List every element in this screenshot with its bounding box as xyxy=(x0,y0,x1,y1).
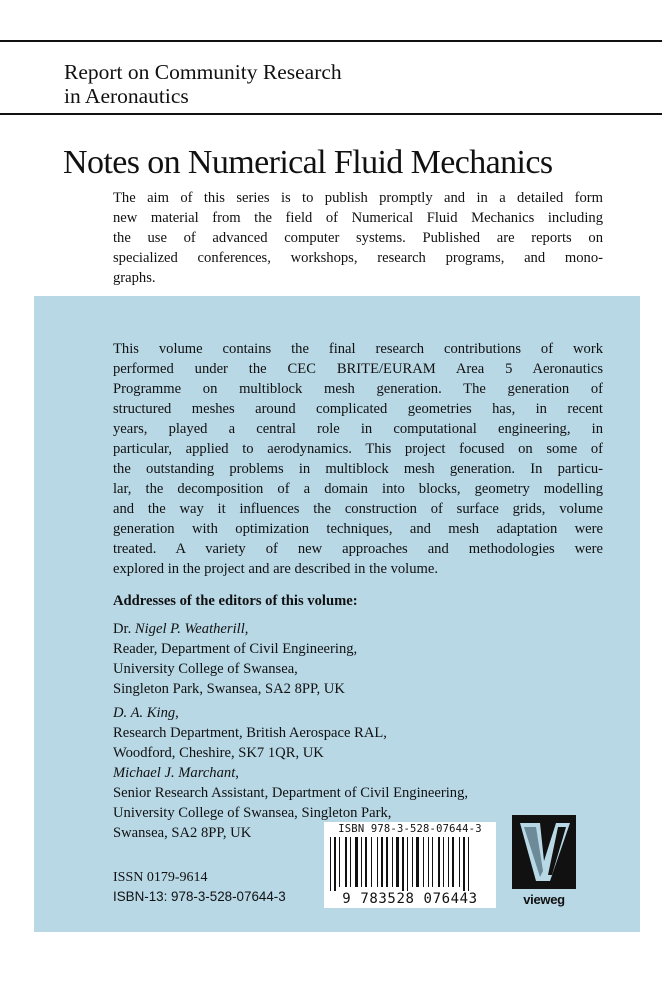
editor-addresses xyxy=(113,619,468,843)
description-line: treated. A variety of new approaches and methodologies were xyxy=(113,541,603,557)
intro-line: new material from the field of Numerical Fluid Mechanics including xyxy=(113,210,603,226)
editor-3-suffix: , xyxy=(235,765,239,781)
editor-2-name-line xyxy=(113,703,468,723)
vieweg-logo-icon xyxy=(510,813,578,891)
intro-line: graphs. xyxy=(113,270,156,286)
description-line: This volume contains the final research contributions of work xyxy=(113,341,603,357)
series-description xyxy=(113,188,603,288)
editor-2-address-line: Woodford, Cheshire, SK7 1QR, UK xyxy=(113,745,324,761)
intro-line: specialized conferences, workshops, research programs, and mono- xyxy=(113,250,603,266)
top-rule xyxy=(0,40,662,42)
editor-1-name-line xyxy=(113,619,468,639)
editor-2-address-line: Research Department, British Aerospace RAL, xyxy=(113,725,387,741)
editor-3-name-line xyxy=(113,763,468,783)
description-line: lar, the decomposition of a domain into blocks, geometry modelling xyxy=(113,481,603,497)
editor-2-suffix: , xyxy=(175,705,179,721)
isbn-13-number: ISBN-13: 978-3-528-07644-3 xyxy=(113,889,286,904)
description-line: particular, applied to aerodynamics. This project focused on some of xyxy=(113,441,603,457)
editor-2-name: D. A. King xyxy=(113,705,176,721)
description-line: Programme on multiblock mesh generation. The generation of xyxy=(113,381,603,397)
editor-1-prefix: Dr. xyxy=(113,621,135,637)
publisher-name: vieweg xyxy=(523,892,565,907)
editor-1-address-line: Reader, Department of Civil Engineering, xyxy=(113,641,358,657)
middle-rule xyxy=(0,113,662,115)
editor-1-name: Nigel P. Weatherill xyxy=(134,621,245,637)
issn-number: ISSN 0179-9614 xyxy=(113,870,208,885)
addresses-heading: Addresses of the editors of this volume: xyxy=(113,593,358,609)
editor-3-address-line: University College of Swansea, Singleton Park, xyxy=(113,805,392,821)
description-line: generation with optimization techniques, and mesh adaptation were xyxy=(113,521,603,537)
barcode-digits: 9 783528 076443 xyxy=(342,891,478,907)
editor-3-address-line: Senior Research Assistant, Department of Civil Engineering, xyxy=(113,785,469,801)
description-line: structured meshes around complicated geometries has, in recent xyxy=(113,401,603,417)
description-line: performed under the CEC BRITE/EURAM Area 5 Aeronautics xyxy=(113,361,603,377)
description-line: explored in the project and are described in the volume. xyxy=(113,561,438,577)
series-title-line-2: in Aeronautics xyxy=(64,84,189,108)
intro-line: The aim of this series is to publish promptly and in a detailed form xyxy=(113,190,603,206)
description-line: and the way it influences the construction of surface grids, volume xyxy=(113,501,603,517)
description-line: the outstanding problems in multiblock mesh generation. In particu- xyxy=(113,461,603,477)
barcode-isbn-text: ISBN 978-3-528-07644-3 xyxy=(338,823,482,835)
editor-3-name: Michael J. Marchant xyxy=(113,765,236,781)
series-title xyxy=(64,60,342,108)
barcode-label xyxy=(324,822,496,908)
editor-3-address-line: Swansea, SA2 8PP, UK xyxy=(113,825,252,841)
series-title-line-1: Report on Community Research xyxy=(64,60,342,84)
editor-1-address-line: Singleton Park, Swansea, SA2 8PP, UK xyxy=(113,681,345,697)
book-series-title: Notes on Numerical Fluid Mechanics xyxy=(63,144,553,181)
editor-1-suffix: , xyxy=(244,621,249,637)
volume-description xyxy=(113,339,603,579)
barcode-icon xyxy=(328,837,492,891)
vieweg-logo xyxy=(510,813,578,905)
intro-line: the use of advanced computer systems. Published are reports on xyxy=(113,230,603,246)
editor-1-address-line: University College of Swansea, xyxy=(113,661,298,677)
description-line: years, played a central role in computational engineering, in xyxy=(113,421,603,437)
